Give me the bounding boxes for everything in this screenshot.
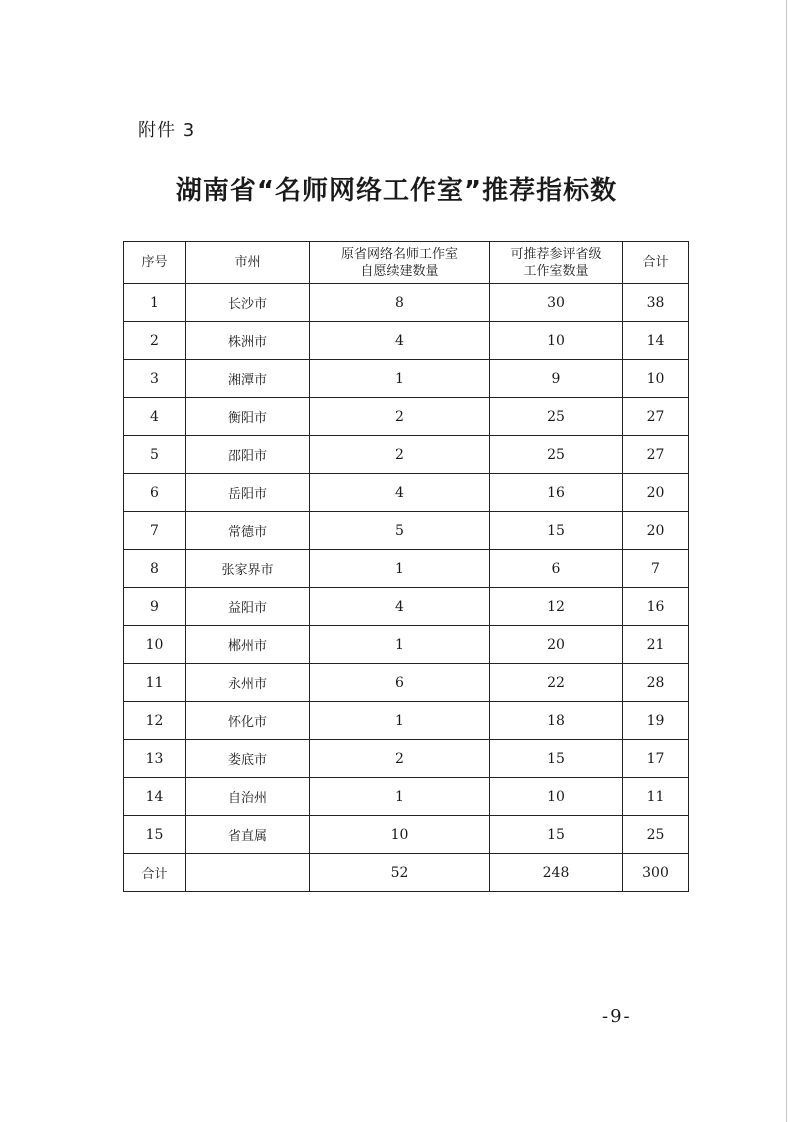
header-continued-count: 原省网络名师工作室 自愿续建数量	[310, 242, 490, 284]
cell-continued-count: 4	[310, 588, 490, 626]
cell-city: 娄底市	[186, 740, 310, 778]
table-row	[124, 550, 689, 588]
table-header-row	[124, 242, 689, 284]
cell-recommend-count: 30	[490, 284, 623, 322]
cell-continued-count: 8	[310, 284, 490, 322]
cell-total: 27	[623, 436, 689, 474]
cell-continued-count: 1	[310, 702, 490, 740]
cell-city: 自治州	[186, 778, 310, 816]
cell-total: 10	[623, 360, 689, 398]
cell-city: 张家界市	[186, 550, 310, 588]
cell-continued-count: 1	[310, 778, 490, 816]
quota-table	[123, 241, 689, 892]
cell-recommend-count: 16	[490, 474, 623, 512]
table-row	[124, 626, 689, 664]
cell-recommend-count: 248	[490, 854, 623, 892]
cell-total: 20	[623, 512, 689, 550]
cell-total: 25	[623, 816, 689, 854]
cell-continued-count: 1	[310, 360, 490, 398]
header-city: 市州	[186, 242, 310, 284]
cell-city: 省直属	[186, 816, 310, 854]
cell-index: 3	[124, 360, 186, 398]
cell-index: 6	[124, 474, 186, 512]
cell-index: 10	[124, 626, 186, 664]
cell-total: 19	[623, 702, 689, 740]
cell-index: 5	[124, 436, 186, 474]
cell-recommend-count: 6	[490, 550, 623, 588]
cell-index: 15	[124, 816, 186, 854]
cell-total: 21	[623, 626, 689, 664]
cell-city: 湘潭市	[186, 360, 310, 398]
cell-recommend-count: 25	[490, 436, 623, 474]
cell-city: 常德市	[186, 512, 310, 550]
page-number: -9-	[602, 1006, 632, 1027]
cell-city: 衡阳市	[186, 398, 310, 436]
cell-index: 2	[124, 322, 186, 360]
cell-index: 1	[124, 284, 186, 322]
table-row	[124, 436, 689, 474]
cell-continued-count: 1	[310, 626, 490, 664]
cell-index: 合计	[124, 854, 186, 892]
cell-city: 益阳市	[186, 588, 310, 626]
cell-continued-count: 1	[310, 550, 490, 588]
scan-edge-line	[786, 0, 787, 1122]
cell-continued-count: 2	[310, 740, 490, 778]
cell-recommend-count: 10	[490, 778, 623, 816]
cell-total: 14	[623, 322, 689, 360]
table-row	[124, 702, 689, 740]
cell-total: 11	[623, 778, 689, 816]
cell-recommend-count: 20	[490, 626, 623, 664]
header-total: 合计	[623, 242, 689, 284]
table-row	[124, 740, 689, 778]
table-row	[124, 322, 689, 360]
table-row	[124, 512, 689, 550]
cell-index: 7	[124, 512, 186, 550]
cell-index: 9	[124, 588, 186, 626]
cell-index: 11	[124, 664, 186, 702]
cell-recommend-count: 12	[490, 588, 623, 626]
table-row	[124, 816, 689, 854]
header-recommend-count: 可推荐参评省级 工作室数量	[490, 242, 623, 284]
attachment-label: 附件 3	[138, 120, 196, 141]
table-body	[124, 284, 689, 892]
cell-continued-count: 10	[310, 816, 490, 854]
cell-continued-count: 52	[310, 854, 490, 892]
table-row	[124, 588, 689, 626]
cell-recommend-count: 18	[490, 702, 623, 740]
cell-continued-count: 2	[310, 436, 490, 474]
table-total-row	[124, 854, 689, 892]
cell-recommend-count: 25	[490, 398, 623, 436]
table-row	[124, 474, 689, 512]
cell-recommend-count: 15	[490, 740, 623, 778]
cell-total: 16	[623, 588, 689, 626]
cell-city: 岳阳市	[186, 474, 310, 512]
cell-total: 17	[623, 740, 689, 778]
table-row	[124, 778, 689, 816]
cell-index: 13	[124, 740, 186, 778]
cell-total: 20	[623, 474, 689, 512]
cell-city: 长沙市	[186, 284, 310, 322]
cell-recommend-count: 9	[490, 360, 623, 398]
cell-index: 14	[124, 778, 186, 816]
cell-recommend-count: 22	[490, 664, 623, 702]
cell-recommend-count: 15	[490, 816, 623, 854]
cell-recommend-count: 15	[490, 512, 623, 550]
cell-continued-count: 5	[310, 512, 490, 550]
cell-index: 8	[124, 550, 186, 588]
cell-city: 怀化市	[186, 702, 310, 740]
cell-index: 12	[124, 702, 186, 740]
cell-city: 株洲市	[186, 322, 310, 360]
table-row	[124, 398, 689, 436]
cell-index: 4	[124, 398, 186, 436]
table-row	[124, 360, 689, 398]
cell-total: 7	[623, 550, 689, 588]
cell-continued-count: 2	[310, 398, 490, 436]
table-row	[124, 284, 689, 322]
header-index: 序号	[124, 242, 186, 284]
cell-total: 27	[623, 398, 689, 436]
cell-continued-count: 6	[310, 664, 490, 702]
cell-city: 永州市	[186, 664, 310, 702]
cell-recommend-count: 10	[490, 322, 623, 360]
document-title: 湖南省“名师网络工作室”推荐指标数	[175, 176, 618, 206]
cell-city	[186, 854, 310, 892]
cell-continued-count: 4	[310, 474, 490, 512]
cell-total: 28	[623, 664, 689, 702]
table-row	[124, 664, 689, 702]
cell-total: 300	[623, 854, 689, 892]
cell-city: 邵阳市	[186, 436, 310, 474]
cell-total: 38	[623, 284, 689, 322]
cell-continued-count: 4	[310, 322, 490, 360]
cell-city: 郴州市	[186, 626, 310, 664]
